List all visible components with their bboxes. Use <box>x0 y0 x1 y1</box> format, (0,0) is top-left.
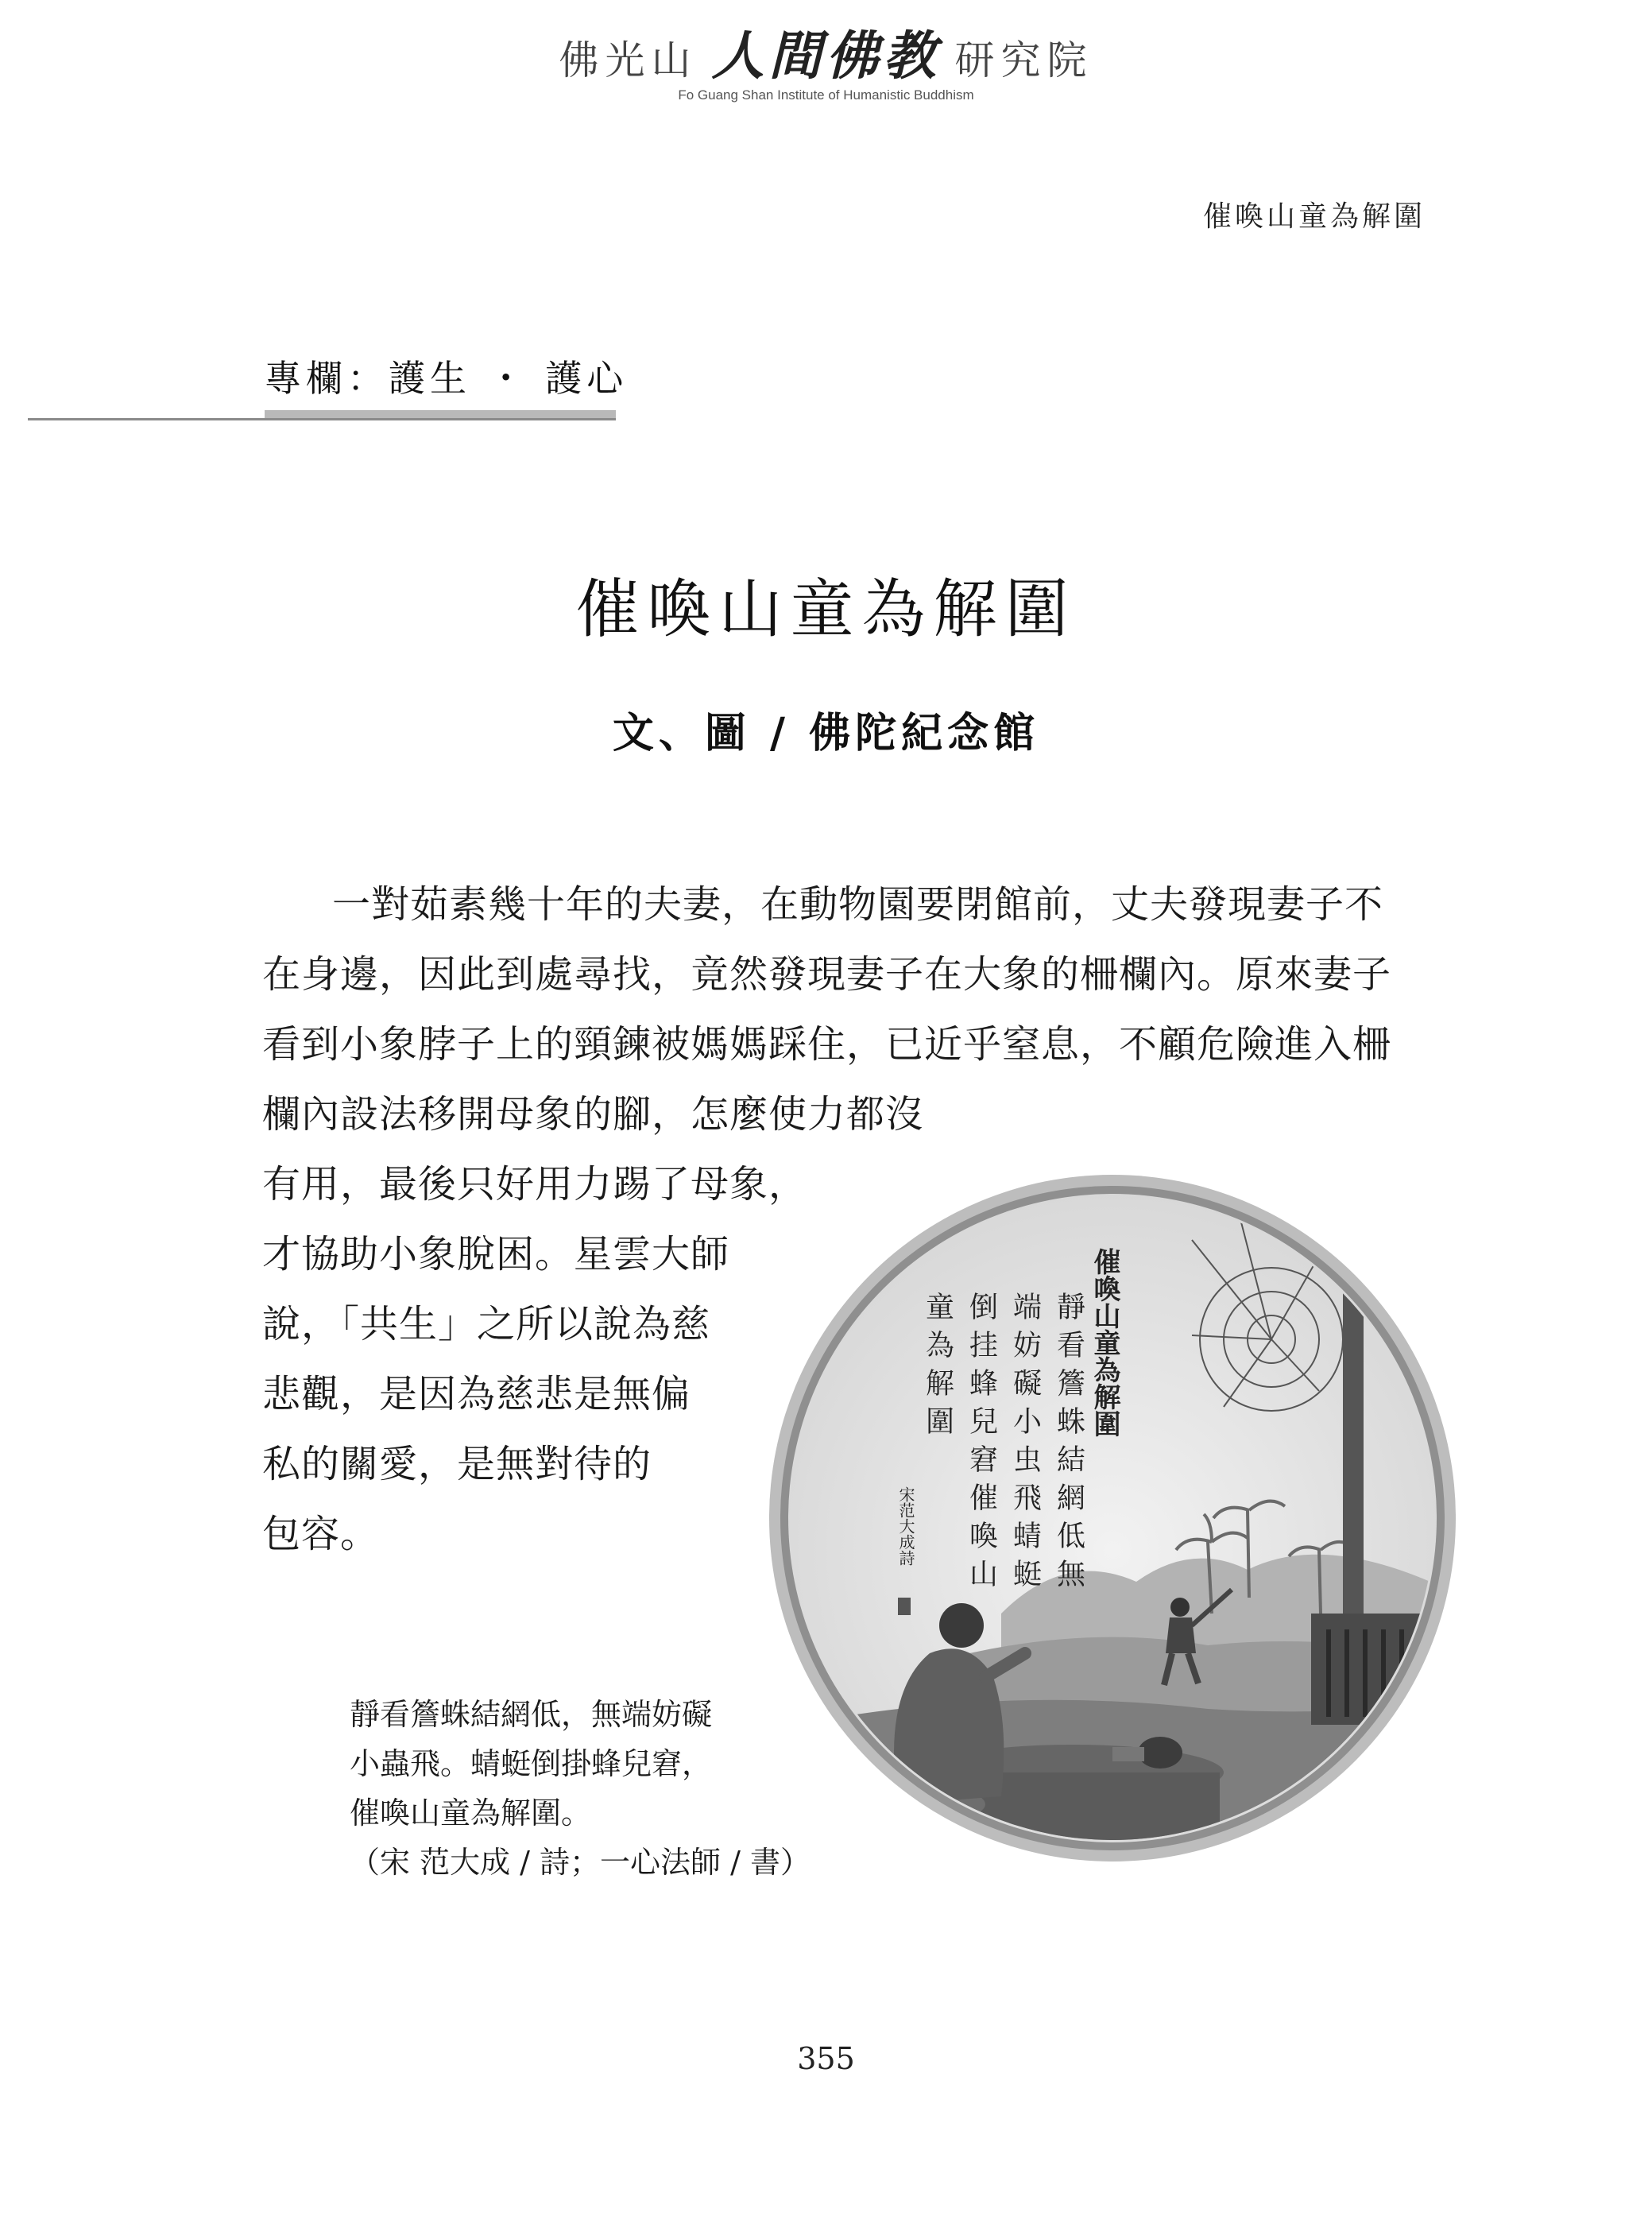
caption-line: （宋 范大成 / 詩；一心法師 / 書） <box>350 1845 811 1880</box>
column-underline-thin <box>28 418 616 420</box>
calligraphy-column: 靜看簷蛛結網低無 <box>1052 1292 1085 1597</box>
body-line: 私的關愛，是無對待的 <box>262 1442 652 1486</box>
calligraphy-column: 童為解圍 <box>921 1292 954 1444</box>
calligraphy-signature: 宋范大成詩 <box>896 1486 915 1566</box>
article-title: 催喚山童為解圍 <box>575 572 1077 646</box>
calligraphy-column: 端妨礙小虫飛蜻蜓 <box>1008 1292 1042 1597</box>
running-head: 催喚山童為解圍 <box>1202 200 1426 233</box>
caption-line: 小蟲飛。蜻蜓倒掛蜂兒窘， <box>350 1746 713 1781</box>
column-label: 專欄：護生 ・ 護心 <box>265 357 629 400</box>
caption-line: 靜看簷蛛結網低，無端妨礙 <box>350 1697 713 1732</box>
pavilion-pillar <box>1343 1264 1364 1661</box>
body-line: 悲觀，是因為慈悲是無偏 <box>262 1372 691 1416</box>
article-byline: 文、圖 / 佛陀紀念館 <box>612 709 1040 757</box>
book <box>1112 1747 1144 1761</box>
illustration-caption <box>350 1690 811 1887</box>
brand-left-text: 佛光山 <box>559 37 698 83</box>
body-line: 看到小象脖子上的頸鍊被媽媽踩住，已近乎窒息，不顧危險進入柵 <box>262 1022 1392 1067</box>
body-line: 在身邊，因此到處尋找，竟然發現妻子在大象的柵欄內。原來妻子 <box>262 952 1392 997</box>
circular-painting <box>763 1168 1462 1868</box>
teapot <box>1138 1737 1182 1769</box>
painting-svg <box>763 1168 1462 1868</box>
body-line: 欄內設法移開母象的腳，怎麼使力都沒 <box>262 1092 925 1137</box>
body-line: 有用，最後只好用力踢了母象， <box>262 1162 808 1207</box>
calligraphy-title: 催喚山童為解圍 <box>1089 1248 1120 1437</box>
page-number: 355 <box>797 2041 855 2076</box>
body-line: 說，「共生」之所以說為慈 <box>262 1302 711 1346</box>
body-line: 包容。 <box>262 1512 380 1556</box>
institute-logo <box>0 24 1652 103</box>
seal-stamp <box>898 1598 911 1615</box>
brand-english-text: Fo Guang Shan Institute of Humanistic Buddhism <box>678 87 974 103</box>
brand-center-text: 人間佛教 <box>711 25 941 87</box>
body-line: 才協助小象脫困。星雲大師 <box>262 1232 730 1277</box>
brand-right-text: 研究院 <box>954 37 1093 83</box>
calligraphy-column: 倒挂蜂兒窘催喚山 <box>965 1292 998 1597</box>
caption-line: 催喚山童為解圍。 <box>350 1796 592 1831</box>
body-line: 一對茹素幾十年的夫妻，在動物園要閉館前，丈夫發現妻子不 <box>332 882 1384 927</box>
